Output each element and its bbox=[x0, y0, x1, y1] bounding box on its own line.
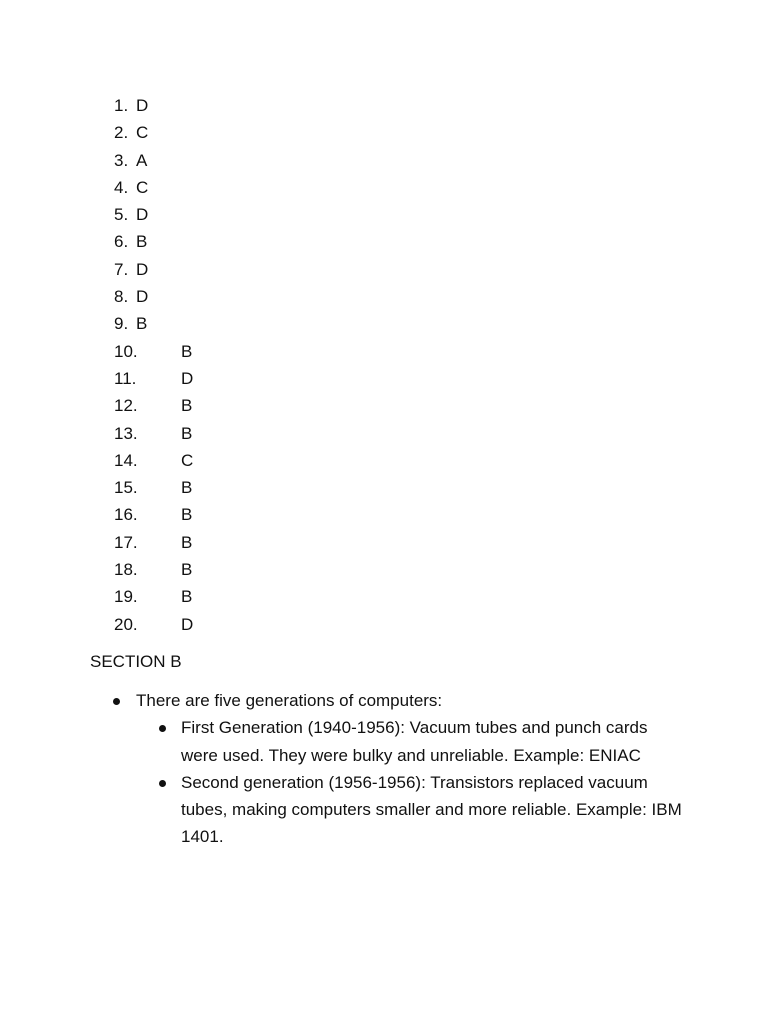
answer-number: 20. bbox=[114, 614, 138, 634]
answer-letter: A bbox=[136, 150, 148, 170]
answer-letter: B bbox=[181, 532, 193, 552]
answer-item bbox=[0, 338, 768, 365]
answer-item bbox=[0, 420, 768, 447]
answer-number: 17. bbox=[114, 532, 138, 552]
answer-item bbox=[0, 611, 768, 638]
answer-item bbox=[0, 474, 768, 501]
sub-bullet-text: First Generation (1940-1956): Vacuum tubes and punch cards were used. They were bulky and unreliable. Example: ENIAC bbox=[181, 718, 648, 765]
answer-item bbox=[0, 365, 768, 392]
answer-letter: C bbox=[136, 177, 149, 197]
answer-item bbox=[0, 283, 768, 310]
answer-number: 2. bbox=[114, 123, 129, 143]
answer-item bbox=[0, 556, 768, 583]
answer-letter: D bbox=[136, 205, 149, 225]
bullet-icon bbox=[159, 725, 166, 732]
answer-number: 15. bbox=[114, 478, 138, 498]
answer-letter: B bbox=[136, 314, 148, 334]
answer-letter: B bbox=[181, 396, 193, 416]
answer-letter: C bbox=[181, 450, 194, 470]
answer-number: 16. bbox=[114, 505, 138, 525]
answer-item bbox=[0, 228, 768, 255]
answer-letter: B bbox=[181, 560, 193, 580]
answer-number: 5. bbox=[114, 205, 129, 225]
answer-letter: B bbox=[181, 505, 193, 525]
sub-bullet-item bbox=[0, 714, 768, 769]
answer-number: 9. bbox=[114, 314, 129, 334]
answer-number: 6. bbox=[114, 232, 129, 252]
answer-letter: D bbox=[181, 368, 194, 388]
answer-number: 7. bbox=[114, 259, 129, 279]
bullet-item bbox=[0, 687, 768, 714]
answer-item bbox=[0, 92, 768, 119]
section-heading: SECTION B bbox=[90, 652, 182, 671]
answer-item bbox=[0, 256, 768, 283]
answer-item bbox=[0, 119, 768, 146]
answer-number: 18. bbox=[114, 560, 138, 580]
answer-number: 12. bbox=[114, 396, 138, 416]
answer-item bbox=[0, 501, 768, 528]
answer-number: 13. bbox=[114, 423, 138, 443]
answer-letter: B bbox=[181, 423, 193, 443]
answer-letter: D bbox=[136, 259, 149, 279]
answer-item bbox=[0, 201, 768, 228]
answer-letter: D bbox=[181, 614, 194, 634]
bullet-list bbox=[0, 687, 768, 851]
answer-number: 4. bbox=[114, 177, 129, 197]
answer-letter: B bbox=[181, 587, 193, 607]
bullet-icon bbox=[113, 698, 120, 705]
bullet-icon bbox=[159, 780, 166, 787]
answer-list bbox=[0, 92, 768, 638]
answer-number: 14. bbox=[114, 450, 138, 470]
answer-number: 8. bbox=[114, 287, 129, 307]
answer-item bbox=[0, 174, 768, 201]
answer-item bbox=[0, 447, 768, 474]
answer-letter: B bbox=[136, 232, 148, 252]
answer-letter: C bbox=[136, 123, 149, 143]
answer-letter: B bbox=[181, 478, 193, 498]
answer-letter: B bbox=[181, 341, 193, 361]
answer-number: 10. bbox=[114, 341, 138, 361]
answer-item bbox=[0, 310, 768, 337]
answer-number: 11. bbox=[114, 368, 137, 388]
answer-letter: D bbox=[136, 96, 149, 115]
answer-letter: D bbox=[136, 287, 149, 307]
answer-number: 3. bbox=[114, 150, 129, 170]
answer-number: 19. bbox=[114, 587, 138, 607]
sub-bullet-text: Second generation (1956-1956): Transistors replaced vacuum tubes, making computers smaller and more reliable. Example: IBM 1401. bbox=[181, 772, 682, 847]
answer-item bbox=[0, 147, 768, 174]
answer-number: 1. bbox=[114, 96, 129, 115]
bullet-text: There are five generations of computers: bbox=[136, 691, 443, 710]
sub-bullet-item bbox=[0, 769, 768, 851]
answer-item bbox=[0, 392, 768, 419]
answer-item bbox=[0, 583, 768, 610]
answer-item bbox=[0, 529, 768, 556]
